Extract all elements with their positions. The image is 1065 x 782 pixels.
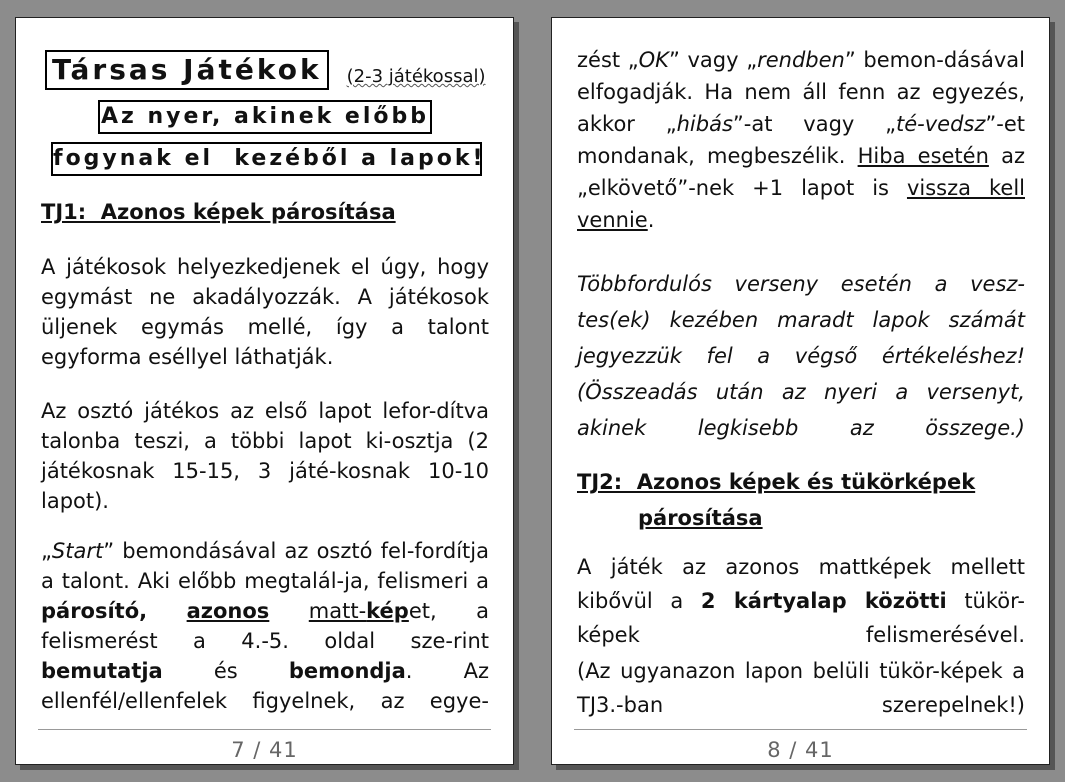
p3-space-2 [269,599,308,623]
paragraph-3 [41,536,489,716]
subtitle-line-1: Az nyer, akinek előbb [98,100,432,134]
r1-text-e: ”-et mondanak, megbeszélik. [577,112,1025,168]
page-number: 8 / 41 [767,738,834,762]
r1-text-f: az „elkövető”-nek +1 lapot is [577,144,1025,200]
hiba-eseten-underlined: Hiba esetén [857,144,989,168]
italic-paragraph: Többfordulós verseny esetén a vesz-tes(ek) kezében maradt lapok számát jegyezzük fel a végső értékeléshez! (Összeadás után az nyeri a versenyt, akinek legkisebb az összege.) [577,272,1025,440]
r1-text-b: ” vagy „ [668,48,758,72]
r1-text-d: ”-at vagy „ [732,112,896,136]
page-7 [15,17,514,765]
p3-text-j: és [162,659,289,683]
p3-bold-bemutatja: bemutatja [41,659,163,683]
start-word: Start [51,539,104,563]
subtitle-line-2: fogynak el kezéből a lapok! [51,142,482,176]
vissza-kell-vennie-underlined: vissza kell vennie [577,176,1025,232]
paragraph-tj2-note: (Az ugyanazon lapon belüli tükör-képek a TJ3.-ban szerepelnek!) [577,659,1025,717]
rendben-word: rendben [757,48,845,72]
page-title: Társas Játékok [45,50,329,90]
quote-open: „ [41,539,52,563]
p3-space-1 [147,599,186,623]
page-8 [551,17,1050,765]
r1-text-c: ” bemon-dásával elfogadják. Ha nem áll fenn az egyezés, akkor „ [577,48,1025,136]
title-note: (2-3 játékossal) [346,66,486,87]
page-number: 7 / 41 [231,738,298,762]
paragraph-tj2-intro [577,550,1025,652]
r3-bold-kartyalap: 2 kártyalap közötti [700,589,947,613]
p3-text-h: et, a felismerést a 4.-5. oldal sze-rint [41,599,489,653]
paragraph-2: Az osztó játékos az első lapot lefor-dítva talonba teszi, a többi lapot ki-osztja (2 játékosnak 15-15, 3 játé-kosnak 10-10 lapot). [41,399,489,513]
p3-bold-azonos: azonos [186,599,270,623]
footer-divider [38,729,491,730]
r1-period: . [647,208,655,232]
p3-text-a: ” bemondásával az osztó fel-fordítja a talont. Aki előbb megtalál-ja, felismeri a [41,539,489,593]
tj2-heading-line-1: TJ2: Azonos képek és tükörképek [577,470,976,494]
tj2-heading-line-2: párosítása [638,506,763,530]
paragraph-continued [577,44,1025,236]
tevedsz-word: té-vedsz [896,112,986,136]
r1-text-a: zést „ [577,48,639,72]
tj1-heading: TJ1: Azonos képek párosítása [41,200,396,224]
ok-word: OK [638,48,669,72]
footer-divider [574,729,1027,730]
p3-underline-matt: matt- [308,599,367,623]
r3-text-b: tükör-képek felismerésével. [577,589,1025,647]
p3-bold-kep: kép [366,599,409,623]
p3-bold-parosito: párosító, [41,599,148,623]
p3-text-l: . Az ellenfél/ellenfelek figyelnek, az egye- [41,659,489,713]
paragraph-1: A játékosok helyezkedjenek el úgy, hogy egymást ne akadályozzák. A játékosok üljenek egymás mellé, így a talont egyforma eséllyel láthatják. [41,255,489,369]
r3-text-a: A játék az azonos mattképek mellett kibővül a [577,555,1025,613]
hibas-word: hibás [676,112,733,136]
p3-bold-bemondja: bemondja [288,659,406,683]
title-row [45,50,486,90]
